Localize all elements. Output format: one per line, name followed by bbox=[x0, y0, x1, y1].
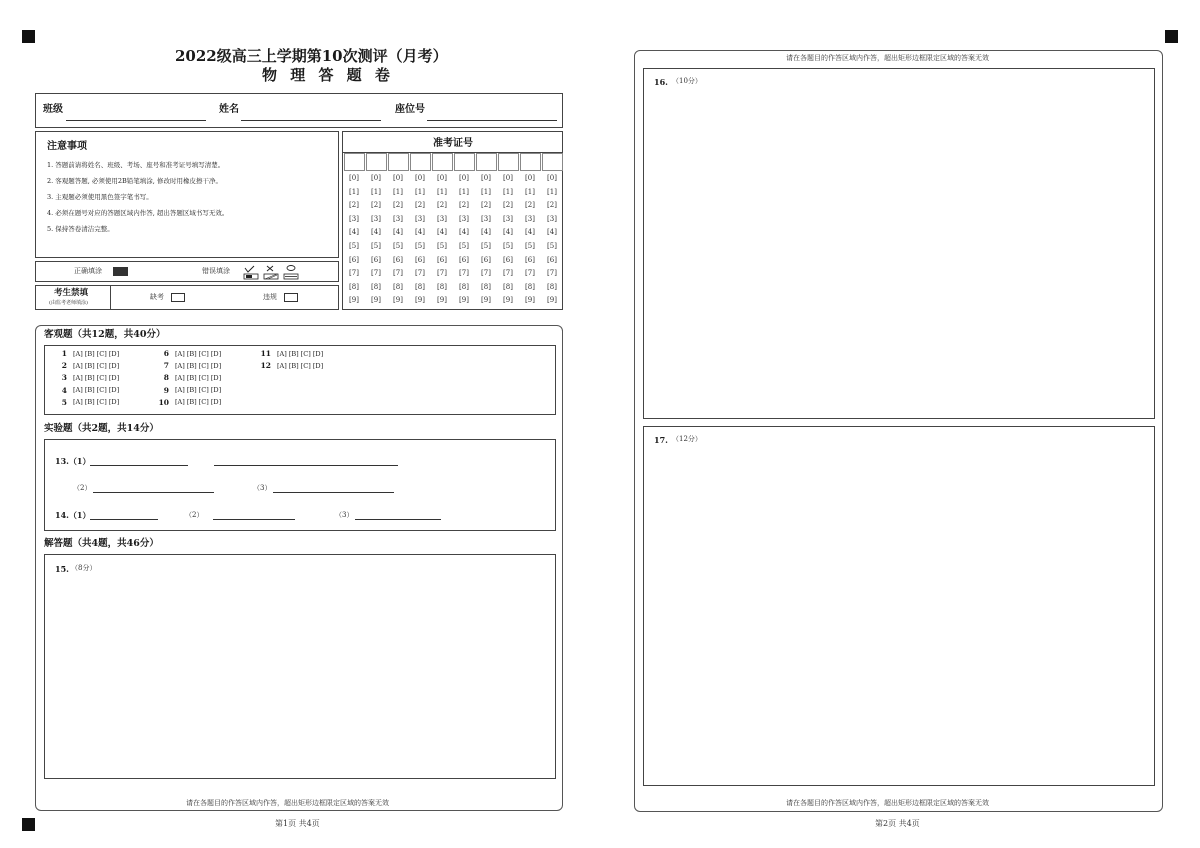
objective-option-bubbles[interactable]: [A] [B] [C] [D] bbox=[175, 398, 222, 407]
q13-part1-blank-b[interactable] bbox=[214, 465, 398, 466]
admission-digit-bubble[interactable]: [6] bbox=[371, 255, 381, 264]
admission-digit-bubble[interactable]: [1] bbox=[393, 187, 403, 196]
admission-digit-bubble[interactable]: [3] bbox=[437, 214, 447, 223]
name-label: 姓名 bbox=[219, 104, 239, 115]
admission-digit-column bbox=[409, 172, 431, 308]
objective-question-number: 5 bbox=[61, 397, 67, 407]
notice-item-3: 3. 主观题必须使用黑色签字笔书写。 bbox=[47, 193, 153, 201]
admission-digit-column bbox=[387, 172, 409, 308]
objective-option-bubbles[interactable]: [A] [B] [C] [D] bbox=[277, 361, 324, 370]
admission-digit-bubble[interactable]: [3] bbox=[349, 214, 359, 223]
admission-heading: 准考证号 bbox=[433, 138, 473, 149]
admission-digit-bubble[interactable]: [4] bbox=[481, 228, 491, 237]
q16-number: 16. bbox=[654, 77, 668, 87]
admission-digit-bubble[interactable]: [2] bbox=[415, 201, 425, 210]
admission-digit-bubble[interactable]: [5] bbox=[437, 241, 447, 250]
objective-option-bubbles[interactable]: [A] [B] [C] [D] bbox=[73, 361, 120, 370]
absent-label: 缺考 bbox=[150, 293, 164, 301]
admission-digit-bubble[interactable]: [3] bbox=[525, 214, 535, 223]
objective-option-bubbles[interactable]: [A] [B] [C] [D] bbox=[73, 349, 120, 358]
admission-digit-bubble[interactable]: [9] bbox=[437, 296, 447, 305]
q14-part2-label: （2） bbox=[185, 511, 204, 519]
admission-digit-column bbox=[541, 172, 563, 308]
admission-digit-bubble[interactable]: [7] bbox=[371, 269, 381, 278]
admission-digit-bubble[interactable]: [1] bbox=[525, 187, 535, 196]
exam-taker-label: 考生禁填 bbox=[54, 288, 89, 298]
exam-taker-sublabel: (由监考老师填涂) bbox=[49, 300, 88, 306]
admission-digit-bubble[interactable]: [8] bbox=[349, 282, 359, 291]
admission-digit-bubble[interactable]: [8] bbox=[481, 282, 491, 291]
admission-digit-bubble[interactable]: [3] bbox=[547, 214, 557, 223]
page2-footer-notice: 请在各题目的作答区域内作答，超出矩形边框限定区域的答案无效 bbox=[786, 799, 989, 807]
admission-digit-column bbox=[453, 172, 475, 308]
admission-digit-bubble[interactable]: [8] bbox=[525, 282, 535, 291]
objective-question-number: 10 bbox=[158, 397, 169, 407]
admission-digit-bubble[interactable]: [3] bbox=[393, 214, 403, 223]
admission-digit-bubble[interactable]: [5] bbox=[481, 241, 491, 250]
q14-part3-blank[interactable] bbox=[355, 519, 441, 520]
admission-digit-bubble[interactable]: [9] bbox=[503, 296, 513, 305]
experiment-answer-box bbox=[44, 439, 556, 531]
q13-part1-label: 13.（1） bbox=[55, 456, 91, 466]
admission-digit-bubble[interactable]: [0] bbox=[459, 174, 469, 182]
q16-answer-area[interactable] bbox=[643, 68, 1155, 419]
admission-digit-bubble[interactable]: [8] bbox=[459, 282, 469, 291]
admission-digit-bubble[interactable]: [1] bbox=[481, 187, 491, 196]
admission-digit-bubble[interactable]: [2] bbox=[393, 201, 403, 210]
admission-digit-bubble[interactable]: [5] bbox=[415, 241, 425, 250]
objective-question-number: 4 bbox=[61, 385, 67, 395]
admission-digit-bubble[interactable]: [8] bbox=[547, 282, 557, 291]
admission-digit-bubble[interactable]: [1] bbox=[371, 187, 381, 196]
admission-digit-bubble[interactable]: [4] bbox=[349, 228, 359, 237]
exam-taker-divider bbox=[110, 286, 111, 309]
objective-option-bubbles[interactable]: [A] [B] [C] [D] bbox=[175, 373, 222, 382]
admission-write-cell[interactable] bbox=[454, 153, 475, 171]
objective-question-number: 9 bbox=[163, 385, 169, 395]
objective-question-number: 3 bbox=[61, 373, 67, 383]
admission-digit-bubble[interactable]: [6] bbox=[525, 255, 535, 264]
admission-digit-bubble[interactable]: [0] bbox=[437, 174, 447, 182]
admission-digit-bubble[interactable]: [7] bbox=[393, 269, 403, 278]
q13-part2-blank[interactable] bbox=[93, 492, 214, 493]
page2-header-notice: 请在各题目的作答区域内作答，超出矩形边框限定区域的答案无效 bbox=[786, 54, 989, 62]
admission-digit-bubble[interactable]: [5] bbox=[547, 241, 557, 250]
violation-label: 违规 bbox=[263, 293, 277, 301]
class-label: 班级 bbox=[43, 104, 63, 115]
admission-digit-bubble[interactable]: [6] bbox=[349, 255, 359, 264]
student-info-box bbox=[35, 93, 563, 128]
admission-digit-bubble[interactable]: [9] bbox=[459, 296, 469, 305]
sheet-subtitle: 物 理 答 题 卷 bbox=[262, 66, 394, 84]
admission-digit-bubble[interactable]: [6] bbox=[437, 255, 447, 264]
admission-number-box bbox=[342, 131, 563, 310]
admission-digit-bubble[interactable]: [9] bbox=[525, 296, 535, 305]
notice-item-1: 1. 答题前请将姓名、班级、考场、座号和准考证号填写清楚。 bbox=[47, 161, 225, 169]
admission-digit-bubble[interactable]: [5] bbox=[525, 241, 535, 250]
admission-digit-bubble[interactable]: [0] bbox=[525, 174, 535, 182]
admission-digit-bubble[interactable]: [5] bbox=[503, 241, 513, 250]
admission-digit-column bbox=[497, 172, 519, 308]
registration-mark-bottom-left bbox=[22, 818, 35, 831]
admission-digit-bubble[interactable]: [3] bbox=[371, 214, 381, 223]
admission-digit-bubble[interactable]: [0] bbox=[393, 174, 403, 182]
objective-heading: 客观题（共12题，共40分） bbox=[44, 329, 166, 340]
notice-box bbox=[35, 131, 339, 258]
admission-digit-bubble[interactable]: [5] bbox=[349, 241, 359, 250]
correct-fill-swatch bbox=[113, 267, 128, 276]
admission-digit-bubble[interactable]: [1] bbox=[547, 187, 557, 196]
admission-digit-bubble[interactable]: [0] bbox=[371, 174, 381, 182]
notice-item-2: 2. 客观题答题, 必须使用2B铅笔填涂, 修改时用橡皮擦干净。 bbox=[47, 177, 222, 185]
admission-digit-bubble[interactable]: [4] bbox=[503, 228, 513, 237]
q13-part3-blank[interactable] bbox=[273, 492, 394, 493]
wrong-fill-examples-icon bbox=[243, 264, 303, 280]
admission-digit-bubble[interactable]: [3] bbox=[415, 214, 425, 223]
objective-option-bubbles[interactable]: [A] [B] [C] [D] bbox=[175, 361, 222, 370]
admission-digit-bubble[interactable]: [0] bbox=[349, 174, 359, 182]
admission-digit-column bbox=[431, 172, 453, 308]
notice-heading: 注意事项 bbox=[47, 141, 87, 152]
wrong-fill-label: 错误填涂 bbox=[202, 267, 230, 275]
admission-digit-bubble[interactable]: [4] bbox=[437, 228, 447, 237]
admission-digit-bubble[interactable]: [7] bbox=[459, 269, 469, 278]
objective-question-number: 8 bbox=[163, 373, 169, 383]
class-field[interactable] bbox=[66, 120, 206, 121]
fill-example-box bbox=[35, 261, 339, 282]
admission-digit-bubble[interactable]: [3] bbox=[481, 214, 491, 223]
admission-digit-bubble[interactable]: [2] bbox=[525, 201, 535, 210]
admission-digit-bubble[interactable]: [7] bbox=[525, 269, 535, 278]
objective-question-number: 12 bbox=[260, 361, 271, 371]
admission-digit-bubble[interactable]: [0] bbox=[503, 174, 513, 182]
exam-title: 2022级高三上学期第10次测评（月考） bbox=[175, 47, 448, 65]
admission-digit-bubble[interactable]: [0] bbox=[481, 174, 491, 182]
q14-part2-blank[interactable] bbox=[213, 519, 295, 520]
admission-digit-bubble[interactable]: [9] bbox=[349, 296, 359, 305]
admission-write-cell[interactable] bbox=[410, 153, 431, 171]
admission-digit-bubble[interactable]: [7] bbox=[547, 269, 557, 278]
admission-digit-bubble[interactable]: [4] bbox=[415, 228, 425, 237]
seat-field[interactable] bbox=[427, 120, 557, 121]
notice-item-5: 5. 保持答卷清洁完整。 bbox=[47, 225, 114, 233]
admission-digit-bubble[interactable]: [4] bbox=[547, 228, 557, 237]
admission-digit-bubble[interactable]: [1] bbox=[349, 187, 359, 196]
admission-digit-bubble[interactable]: [7] bbox=[349, 269, 359, 278]
admission-digit-bubble[interactable]: [8] bbox=[503, 282, 513, 291]
objective-option-bubbles[interactable]: [A] [B] [C] [D] bbox=[73, 373, 120, 382]
admission-digit-bubble[interactable]: [6] bbox=[459, 255, 469, 264]
correct-fill-label: 正确填涂 bbox=[74, 267, 102, 275]
admission-write-cell[interactable] bbox=[520, 153, 541, 171]
admission-digit-column bbox=[365, 172, 387, 308]
admission-digit-bubble[interactable]: [3] bbox=[503, 214, 513, 223]
page1-footer-notice: 请在各题目的作答区域内作答，超出矩形边框限定区域的答案无效 bbox=[186, 799, 389, 807]
q15-answer-area[interactable] bbox=[44, 554, 556, 779]
q16-points: （10分） bbox=[672, 77, 702, 85]
admission-write-cell[interactable] bbox=[388, 153, 409, 171]
admission-write-cell[interactable] bbox=[476, 153, 497, 171]
objective-option-bubbles[interactable]: [A] [B] [C] [D] bbox=[175, 386, 222, 395]
q13-part2-label: （2） bbox=[73, 484, 92, 492]
admission-digit-bubble[interactable]: [0] bbox=[547, 174, 557, 182]
exam-taker-box bbox=[35, 285, 339, 310]
admission-digit-bubble[interactable]: [8] bbox=[437, 282, 447, 291]
seat-label: 座位号 bbox=[395, 104, 425, 115]
name-field[interactable] bbox=[241, 120, 381, 121]
admission-digit-bubble[interactable]: [7] bbox=[503, 269, 513, 278]
admission-digit-bubble[interactable]: [5] bbox=[371, 241, 381, 250]
admission-write-cell[interactable] bbox=[498, 153, 519, 171]
q14-part3-label: （3） bbox=[335, 511, 354, 519]
admission-digit-bubble[interactable]: [9] bbox=[481, 296, 491, 305]
admission-write-cell[interactable] bbox=[432, 153, 453, 171]
admission-digit-bubble[interactable]: [4] bbox=[371, 228, 381, 237]
admission-digit-bubble[interactable]: [1] bbox=[503, 187, 513, 196]
objective-answer-box bbox=[44, 345, 556, 415]
q17-answer-area[interactable] bbox=[643, 426, 1155, 786]
admission-digit-bubble[interactable]: [3] bbox=[459, 214, 469, 223]
admission-digit-bubble[interactable]: [8] bbox=[415, 282, 425, 291]
admission-digit-bubble[interactable]: [5] bbox=[459, 241, 469, 250]
admission-digit-bubble[interactable]: [2] bbox=[349, 201, 359, 210]
admission-digit-bubble[interactable]: [9] bbox=[371, 296, 381, 305]
violation-checkbox[interactable] bbox=[284, 293, 298, 302]
q15-number: 15. bbox=[55, 564, 69, 574]
admission-digit-bubble[interactable]: [4] bbox=[525, 228, 535, 237]
notice-item-4: 4. 必须在题号对应的答题区域内作答, 超出答题区域书写无效。 bbox=[47, 209, 229, 217]
objective-option-bubbles[interactable]: [A] [B] [C] [D] bbox=[73, 398, 120, 407]
q15-points: （8分） bbox=[71, 564, 97, 572]
admission-digit-bubble[interactable]: [7] bbox=[415, 269, 425, 278]
admission-digit-bubble[interactable]: [1] bbox=[415, 187, 425, 196]
admission-digit-bubble[interactable]: [2] bbox=[547, 201, 557, 210]
registration-mark-top-left bbox=[22, 30, 35, 43]
q14-part1-label: 14.（1） bbox=[55, 510, 91, 520]
admission-digit-column bbox=[475, 172, 497, 308]
objective-question-number: 2 bbox=[61, 361, 67, 371]
admission-write-cell[interactable] bbox=[366, 153, 387, 171]
admission-digit-bubble[interactable]: [8] bbox=[393, 282, 403, 291]
admission-write-cell[interactable] bbox=[542, 153, 563, 171]
admission-digit-bubble[interactable]: [6] bbox=[503, 255, 513, 264]
admission-digit-bubble[interactable]: [8] bbox=[371, 282, 381, 291]
admission-digit-bubble[interactable]: [6] bbox=[393, 255, 403, 264]
objective-option-bubbles[interactable]: [A] [B] [C] [D] bbox=[277, 349, 324, 358]
admission-digit-bubble[interactable]: [6] bbox=[481, 255, 491, 264]
admission-digit-bubble[interactable]: [2] bbox=[481, 201, 491, 210]
admission-digit-bubble[interactable]: [9] bbox=[415, 296, 425, 305]
registration-mark-top-right bbox=[1165, 30, 1178, 43]
admission-digit-bubble[interactable]: [2] bbox=[371, 201, 381, 210]
experiment-heading: 实验题（共2题，共14分） bbox=[44, 423, 159, 434]
admission-digit-bubble[interactable]: [1] bbox=[437, 187, 447, 196]
admission-digit-bubble[interactable]: [5] bbox=[393, 241, 403, 250]
admission-digit-bubble[interactable]: [6] bbox=[547, 255, 557, 264]
admission-digit-bubble[interactable]: [1] bbox=[459, 187, 469, 196]
admission-write-cell[interactable] bbox=[344, 153, 365, 171]
admission-digit-bubble[interactable]: [9] bbox=[393, 296, 403, 305]
admission-digit-bubble[interactable]: [7] bbox=[481, 269, 491, 278]
q17-points: （12分） bbox=[672, 435, 702, 443]
admission-digit-bubble[interactable]: [6] bbox=[415, 255, 425, 264]
q17-number: 17. bbox=[654, 435, 668, 445]
q13-part3-label: （3） bbox=[253, 484, 272, 492]
admission-digit-column bbox=[519, 172, 541, 308]
admission-digit-bubble[interactable]: [0] bbox=[415, 174, 425, 182]
solution-heading: 解答题（共4题，共46分） bbox=[44, 538, 159, 549]
admission-digit-bubble[interactable]: [7] bbox=[437, 269, 447, 278]
admission-digit-bubble[interactable]: [2] bbox=[459, 201, 469, 210]
objective-question-number: 1 bbox=[61, 349, 67, 358]
page2-number: 第2页 共4页 bbox=[875, 819, 920, 828]
admission-digit-bubble[interactable]: [4] bbox=[459, 228, 469, 237]
admission-digit-bubble[interactable]: [4] bbox=[393, 228, 403, 237]
admission-digit-bubble[interactable]: [9] bbox=[547, 296, 557, 305]
objective-question-number: 7 bbox=[163, 361, 169, 371]
objective-question-number: 6 bbox=[163, 349, 169, 358]
admission-digit-column bbox=[343, 172, 365, 308]
admission-digit-bubble[interactable]: [2] bbox=[437, 201, 447, 210]
page1-number: 第1页 共4页 bbox=[275, 819, 320, 828]
objective-option-bubbles[interactable]: [A] [B] [C] [D] bbox=[73, 386, 120, 395]
objective-question-number: 11 bbox=[260, 349, 271, 358]
absent-checkbox[interactable] bbox=[171, 293, 185, 302]
q13-part1-blank-a[interactable] bbox=[90, 465, 188, 466]
admission-digit-bubble[interactable]: [2] bbox=[503, 201, 513, 210]
q14-part1-blank[interactable] bbox=[90, 519, 158, 520]
objective-option-bubbles[interactable]: [A] [B] [C] [D] bbox=[175, 349, 222, 358]
